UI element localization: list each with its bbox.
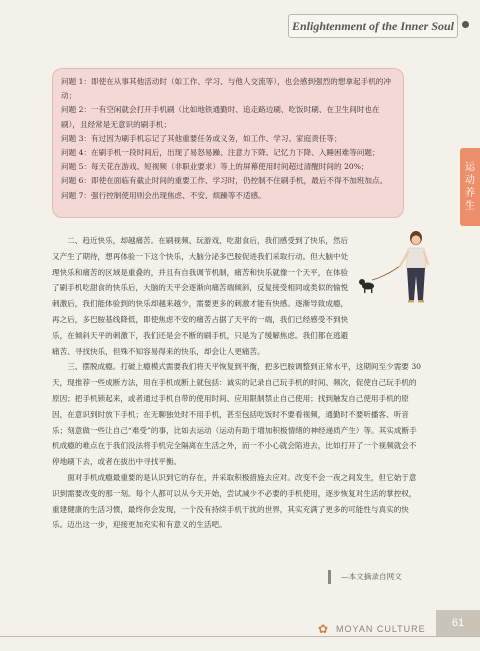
body-paragraph: 面对手机成瘾最重要的是认识到它的存在，并采取积极措施去应对。改变不会一夜之间发生，但它始于意识到需要改变的那一刻。每个人都可以从今天开始，尝试减少不必要的手机使用，逐步恢复对生活的掌控权，重建健康的生活习惯，最终你会发现，一个没有持续手机干扰的世界，其实充满了更多的可能性与真实的快乐。迈出这一步，迎接更加充实和有意义的生活吧。 — [52, 472, 417, 530]
question-item: 问题 5：每天花在游戏、短视频（非职业要求）等上的屏幕使用时间超过清醒时间的 20%； — [61, 162, 369, 172]
side-tab-char: 动 — [465, 175, 475, 186]
page-number: 61 — [436, 610, 480, 636]
question-item: 问题 7：强行控制使用则会出现焦虑、不安、烦躁等不适感。 — [61, 190, 266, 200]
question-item: 问题 1：即使在从事其他活动时（如工作、学习、与他人交流等），也会感到强烈的想拿起手机的冲动； — [61, 77, 391, 101]
article-body — [52, 233, 422, 533]
source-note: —本文摘录自网文 — [328, 570, 402, 584]
question-item: 问题 3：有过因为刷手机忘记了其他重要任务或义务，如工作、学习、家庭责任等； — [61, 133, 342, 143]
brand-logo-icon: ✿ — [317, 622, 329, 636]
header-dot — [462, 21, 469, 28]
header-title: Enlightenment of the Inner Soul — [288, 14, 458, 38]
footer-divider — [0, 636, 480, 637]
body-paragraph: 三、摆脱成瘾。打破上瘾模式需要我们将天平恢复到平衡，把多巴胺调整到正常水平，这期间至少需要 30 天，现推荐一些成断方法，用在手机成断上就包括：诚实的记录自己玩手机的时间、频次，促使自己玩手机的原因；把手机锁起来，或者通过手机自带的使用时间、应用限制禁止自己使用；找到触发自己使用手机的原因，在意识到时放下手机；在无聊独处时不用手机，甚至包括吃饭时不要看视频，通勤时不要听播客、听音乐；刻意做一些让自己“难受”的事，比如去运动（运动有助于增加积极情绪的神经递质产生）等。其实成断手机成瘾的难点在于我们没法将手机完全隔离在生活之外，而一不小心就会陷进去，比如打开了一个视频就会不停地刷下去，或者在拔出中寻找平衡。 — [52, 362, 421, 467]
question-item: 问题 6：即使在面临有截止时间的重要工作、学习时，仍控制不住刷手机，最后不得不加班加点。 — [61, 176, 388, 186]
side-tab — [460, 148, 480, 226]
question-item: 问题 2：一有空闲就会打开手机刷（比如地铁通勤时、追走路边刷、吃饭时刷、在卫生间时也在刷），且经常是无意识的刷手机； — [61, 105, 380, 129]
question-box — [52, 68, 404, 218]
brand-name: MOYAN CULTURE — [336, 624, 426, 634]
question-item: 问题 4：在刷手机一段时间后，出现了易怒易躁、注意力下降、记忆力下降、入睡困难等问题； — [61, 148, 380, 158]
side-tab-char: 生 — [465, 201, 475, 212]
body-paragraph: 二、趋近快乐，却越痛苦。在刷视频、玩游戏、吃甜食后，我们感受到了快乐，然后又产生了期待，想再体验一下这个快乐，大脑分泌多巴胺促进我们采取行动。但大脑中处理快乐和痛苦的区域是重叠的，并且有自我调节机制，痛苦和快乐就像一个天平，在体验了刷手机吃甜食的快乐后，大脑的天平会逐渐向痛苦端倾斜，反复接受相同或类似的愉悦刺激后，我们能体验到的快乐却越来越少，需要更多的刺激才能有快感。逐渐导致成瘾，再之后，多巴胺基线降低，即使焦虑不安的痛苦占据了天平的一端，我们已经感受不到快乐，在倾斜天平的刺激下，我们还是会不断的刷手机，只是为了缓解焦虑。我们都在逃避痛苦、寻找快乐，但殊不知容易得来的快乐，却会让人更痛苦。 — [52, 236, 349, 356]
side-tab-char: 运 — [465, 162, 475, 173]
side-tab-char: 养 — [465, 188, 475, 199]
